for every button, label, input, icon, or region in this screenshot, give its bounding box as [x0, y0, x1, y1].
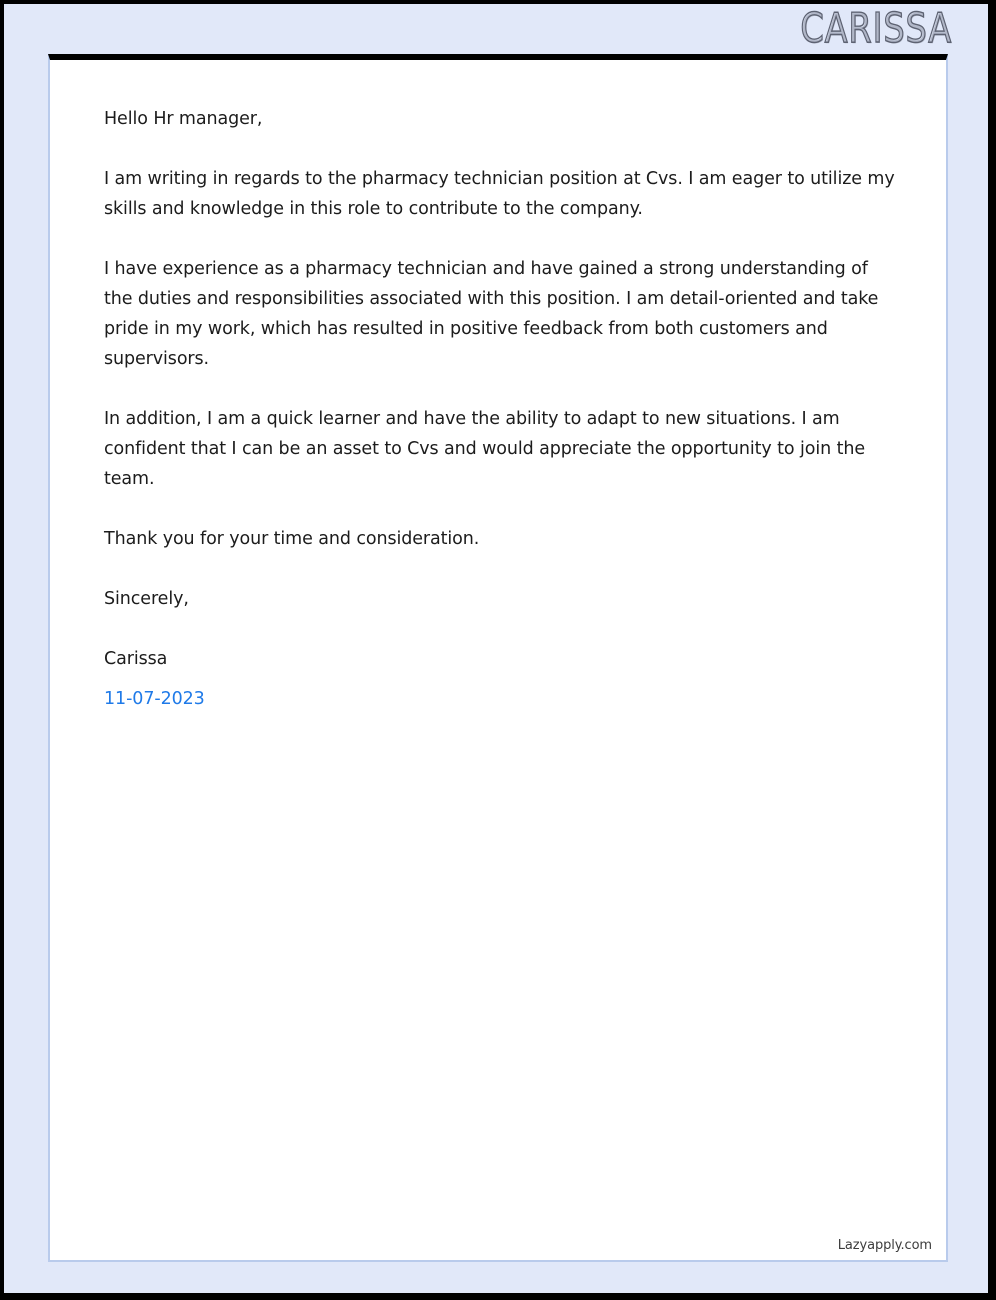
letter-date[interactable]: 11-07-2023 [104, 689, 205, 709]
cover-letter-page [4, 4, 988, 1293]
letter-document [48, 54, 948, 1262]
letterhead [4, 4, 988, 54]
body-paragraph-2: I have experience as a pharmacy technician and have gained a strong understanding of the duties and responsibilities associated with this position. I am detail-oriented and take pride in my work, which has resulted in positive feedback from both customers and supervisors. [104, 259, 879, 369]
signature-name: Carissa [104, 649, 168, 669]
body-paragraph-1: I am writing in regards to the pharmacy technician position at Cvs. I am eager to utilize my skills and knowledge in this role to contribute to the company. [104, 169, 895, 219]
footer-watermark: Lazyapply.com [837, 1238, 932, 1253]
salutation: Hello Hr manager, [104, 109, 263, 129]
closing: Sincerely, [104, 589, 189, 609]
brand-name-heading: CARISSA [800, 4, 952, 52]
body-paragraph-4: Thank you for your time and consideration. [104, 529, 480, 549]
body-paragraph-3: In addition, I am a quick learner and have the ability to adapt to new situations. I am confident that I can be an asset to Cvs and would appreciate the opportunity to join the team. [104, 409, 865, 489]
letter-body [104, 104, 898, 714]
